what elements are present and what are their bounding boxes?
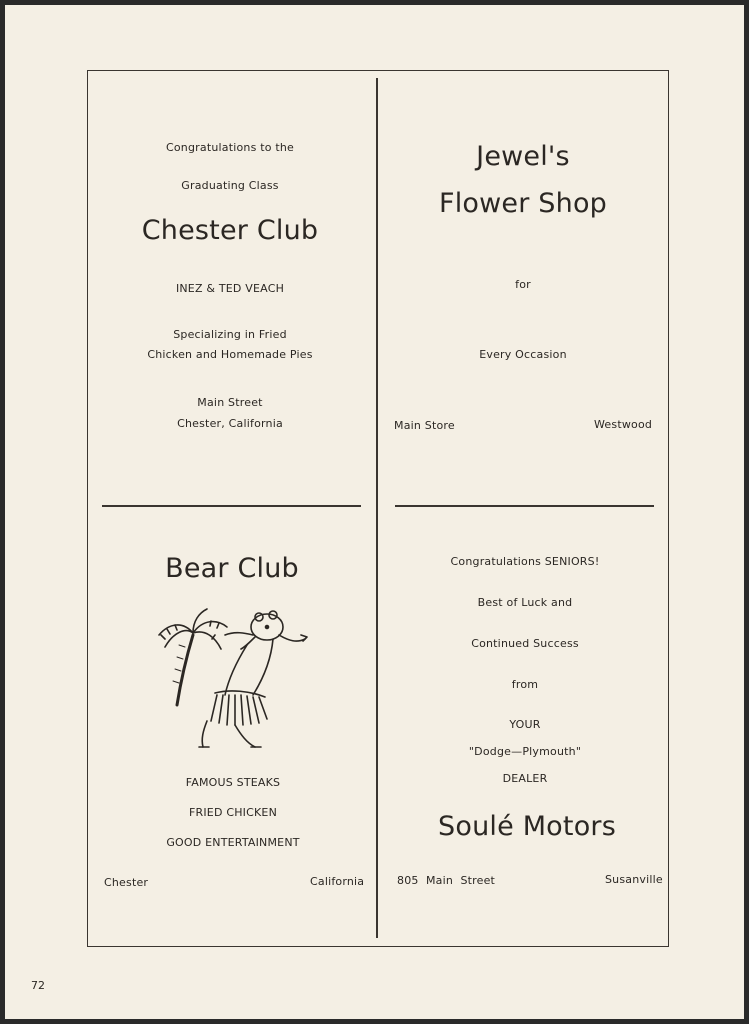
chester-congrats-line2: Graduating Class bbox=[181, 179, 279, 192]
soule-address-right: Susanville bbox=[605, 873, 663, 886]
bear-club-location-left: Chester bbox=[104, 876, 149, 889]
chester-address-line1: Main Street bbox=[197, 396, 263, 409]
soule-your: YOUR bbox=[509, 718, 541, 731]
soule-address-left: 805 Main Street bbox=[397, 874, 496, 887]
jewels-for: for bbox=[515, 278, 531, 291]
jewels-title-line2: Flower Shop bbox=[438, 188, 608, 219]
bear-club-location-right: California bbox=[310, 875, 365, 888]
chester-specialty-line2: Chicken and Homemade Pies bbox=[147, 348, 313, 361]
bear-club-line1: FAMOUS STEAKS bbox=[185, 776, 281, 789]
soule-motors-title: Soulé Motors bbox=[438, 811, 616, 842]
chester-specialty-line1: Specializing in Fried bbox=[173, 328, 287, 341]
left-horizontal-divider bbox=[102, 505, 361, 507]
soule-brand: "Dodge—Plymouth" bbox=[468, 745, 582, 758]
chester-owners: INEZ & TED VEACH bbox=[175, 282, 285, 295]
soule-congrats: Congratulations SENIORS! bbox=[450, 555, 600, 568]
right-horizontal-divider bbox=[395, 505, 654, 507]
jewels-location-left: Main Store bbox=[394, 419, 455, 432]
soule-from: from bbox=[511, 678, 539, 691]
jewels-location-right: Westwood bbox=[594, 418, 653, 431]
chester-congrats-line1: Congratulations to the bbox=[166, 141, 294, 154]
vertical-divider bbox=[376, 78, 378, 938]
bear-club-line3: GOOD ENTERTAINMENT bbox=[166, 836, 300, 849]
chester-address-line2: Chester, California bbox=[177, 417, 283, 430]
jewels-title-line1: Jewel's bbox=[476, 141, 570, 172]
page-number: 72 bbox=[31, 979, 45, 992]
soule-success: Continued Success bbox=[471, 637, 579, 650]
chester-club-title: Chester Club bbox=[141, 215, 319, 246]
bear-club-line2: FRIED CHICKEN bbox=[188, 806, 278, 819]
jewels-occasion: Every Occasion bbox=[479, 348, 567, 361]
bear-under-palm-tree-icon bbox=[155, 605, 310, 755]
bear-club-title: Bear Club bbox=[165, 553, 299, 584]
soule-dealer: DEALER bbox=[502, 772, 548, 785]
soule-luck: Best of Luck and bbox=[477, 596, 573, 609]
